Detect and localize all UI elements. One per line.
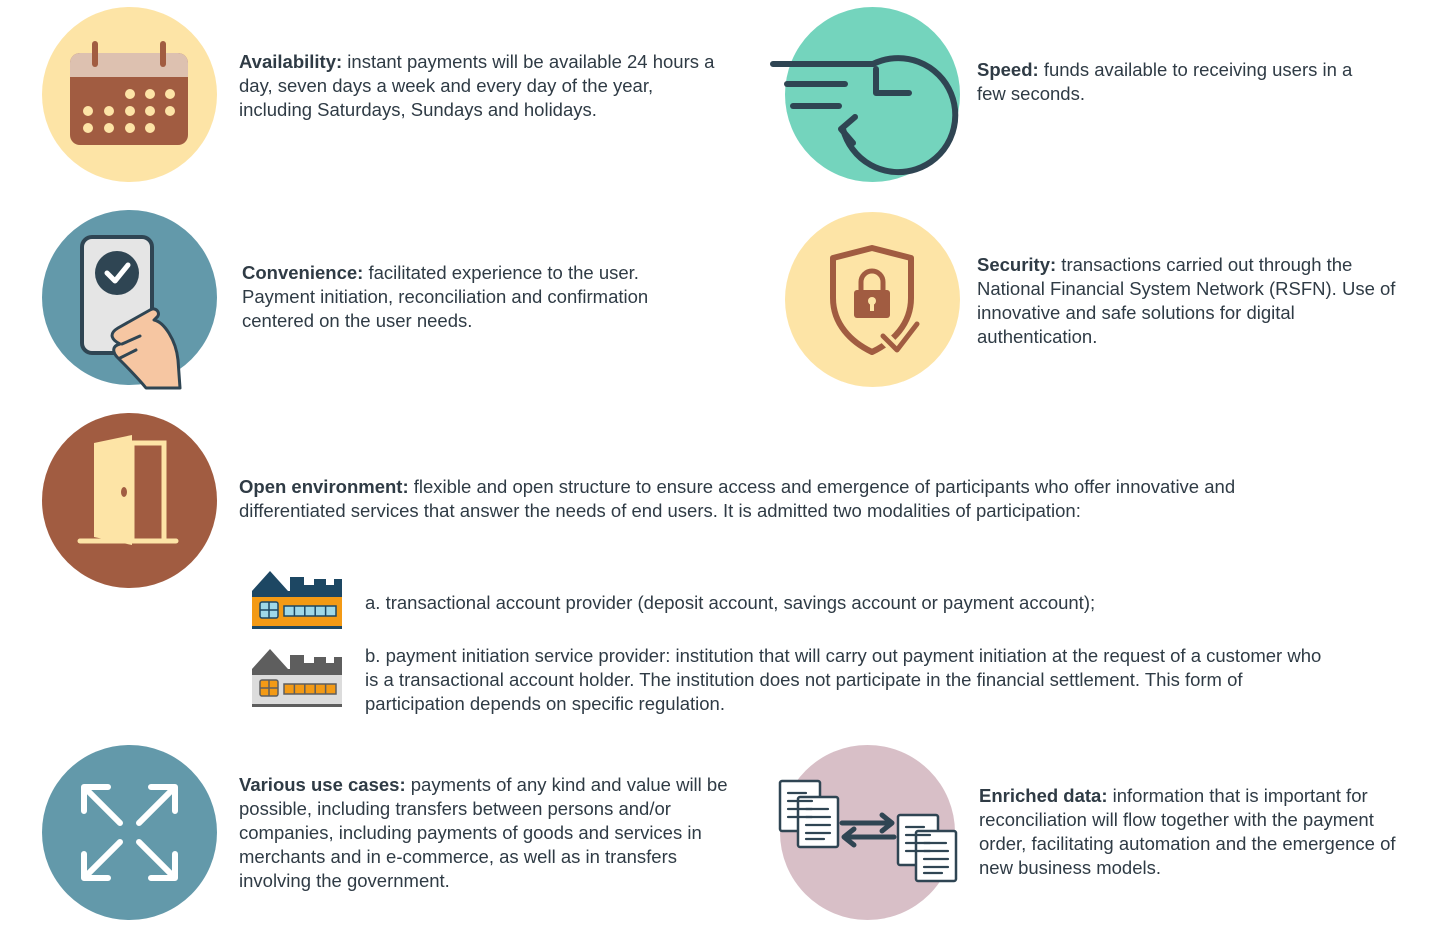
speed-title: Speed: xyxy=(977,59,1039,80)
modality-b-description: b. payment initiation service provider: institution that will carry out payment initiation at the request of a customer who is a transactional account holder. The institution does not participate in the financial settlement. This form of participation depends on specific regulation. xyxy=(365,645,1322,714)
enriched-data-description: information that is important for reconciliation will flow together with the payment order, facilitating automation and the emergence of new business models. xyxy=(979,785,1396,878)
convenience-circle xyxy=(42,210,217,385)
open-environment-circle xyxy=(42,413,217,588)
security-description: transactions carried out through the National Financial System Network (RSFN). Use of innovative and safe solutions for digital authentication. xyxy=(977,254,1396,347)
modality-a-description: a. transactional account provider (deposit account, savings account or payment account); xyxy=(365,592,1096,613)
use-cases-title: Various use cases: xyxy=(239,774,406,795)
availability-circle xyxy=(42,7,217,182)
modality-b-text xyxy=(365,644,1335,716)
modality-a-text xyxy=(365,591,1325,615)
building-orange-icon xyxy=(252,569,344,631)
use-cases-description: payments of any kind and value will be possible, including transfers between persons and/or companies, including payments of goods and services in merchants and in e-commerce, as well as in transfers involving the government. xyxy=(239,774,728,891)
enriched-data-text xyxy=(979,784,1424,880)
open-environment-description: flexible and open structure to ensure access and emergence of participants who offer innovative and differentiated services that answer the needs of end users. It is admitted two modalities of participation: xyxy=(239,476,1236,521)
open-environment-text xyxy=(239,475,1319,523)
speed-circle xyxy=(785,7,960,182)
availability-text xyxy=(239,50,719,122)
convenience-text xyxy=(242,261,712,333)
documents-exchange-icon xyxy=(780,745,955,920)
door-icon xyxy=(42,413,217,588)
use-cases-circle xyxy=(42,745,217,920)
enriched-data-circle xyxy=(780,745,955,920)
security-title: Security: xyxy=(977,254,1057,275)
availability-title: Availability: xyxy=(239,51,343,72)
clock-speed-icon xyxy=(785,7,960,182)
phone-check-icon xyxy=(42,210,217,385)
speed-text xyxy=(977,58,1367,106)
enriched-data-title: Enriched data: xyxy=(979,785,1108,806)
convenience-title: Convenience: xyxy=(242,262,364,283)
use-cases-text xyxy=(239,773,729,893)
building-gray-icon xyxy=(252,647,344,709)
security-text xyxy=(977,253,1397,349)
convenience-description: facilitated experience to the user. Payment initiation, reconciliation and confirmation centered on the user needs. xyxy=(242,262,649,331)
speed-description: funds available to receiving users in a few seconds. xyxy=(977,59,1353,104)
expand-arrows-icon xyxy=(42,745,217,920)
availability-description: instant payments will be available 24 hours a day, seven days a week and every day of the year, including Saturdays, Sundays and holidays. xyxy=(239,51,715,120)
calendar-icon xyxy=(42,7,217,182)
security-circle xyxy=(785,212,960,387)
open-environment-title: Open environment: xyxy=(239,476,409,497)
shield-lock-icon xyxy=(785,212,960,387)
